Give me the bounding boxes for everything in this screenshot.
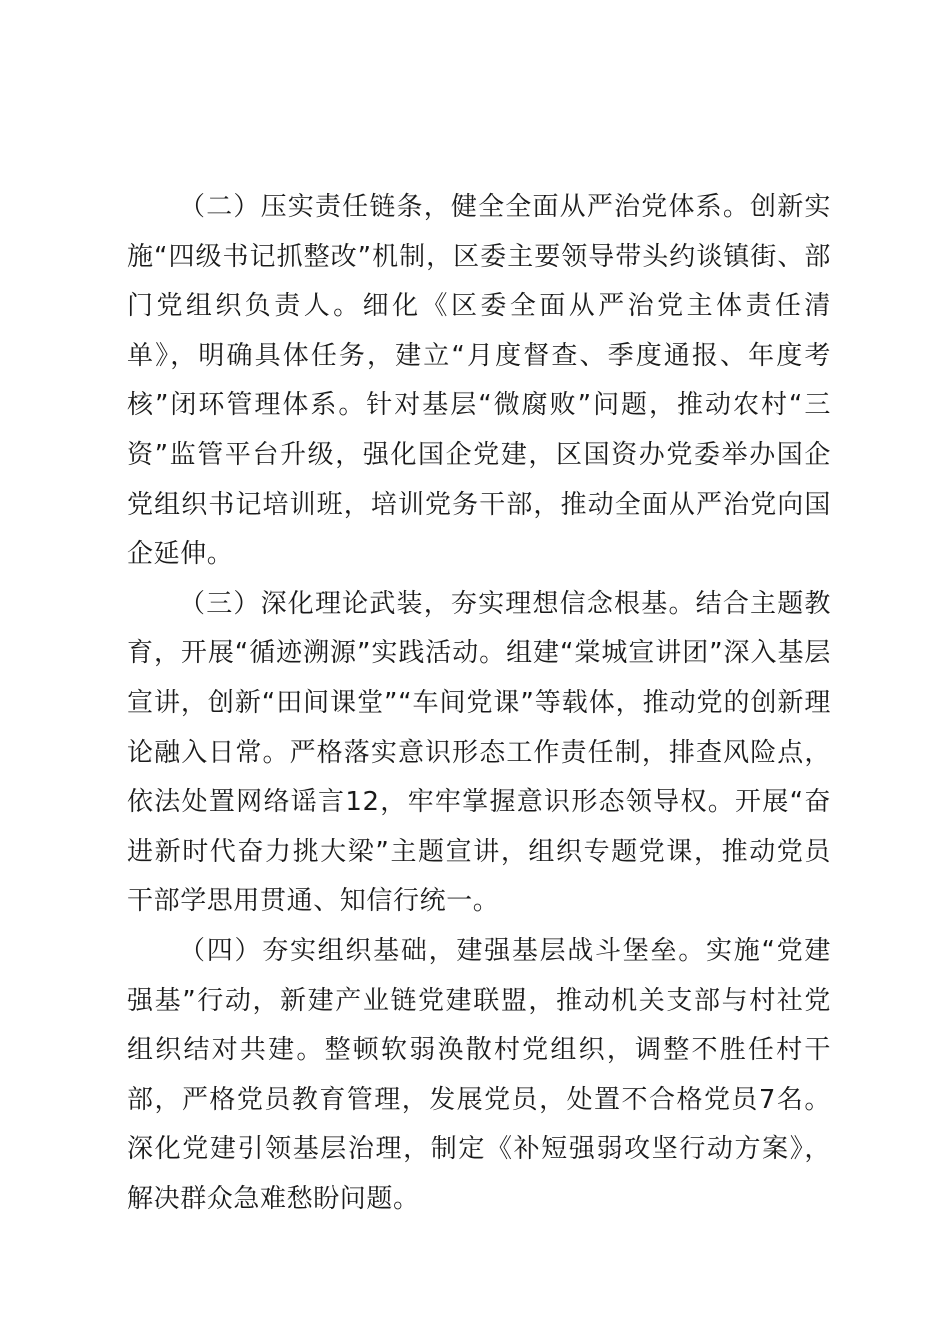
paragraph-section-4: （四）夯实组织基础，建强基层战斗堡垒。实施“党建强基”行动，新建产业链党建联盟，推动机关支部与村社党组织结对共建。整顿软弱涣散村党组织，调整不胜任村干部，严格党员教育管理，发展党员，处置不合格党员7名。深化党建引领基层治理，制定《补短强弱攻坚行动方案》，解决群众急难愁盼问题。 bbox=[127, 935, 831, 1214]
document-page bbox=[127, 183, 831, 1224]
paragraph-section-3: （三）深化理论武装，夯实理想信念根基。结合主题教育，开展“循迹溯源”实践活动。组建“棠城宣讲团”深入基层宣讲，创新“田间课堂”“车间党课”等载体，推动党的创新理论融入日常。严格落实意识形态工作责任制，排查风险点，依法处置网络谣言12，牢牢掌握意识形态领导权。开展“奋进新时代奋力挑大梁”主题宣讲，组织专题党课，推动党员干部学思用贯通、知信行统一。 bbox=[127, 588, 831, 917]
paragraph-section-2: （二）压实责任链条，健全全面从严治党体系。创新实施“四级书记抓整改”机制，区委主要领导带头约谈镇街、部门党组织负责人。细化《区委全面从严治党主体责任清单》，明确具体任务，建立“月度督查、季度通报、年度考核”闭环管理体系。针对基层“微腐败”问题，推动农村“三资”监管平台升级，强化国企党建，区国资办党委举办国企党组织书记培训班，培训党务干部，推动全面从严治党向国企延伸。 bbox=[127, 192, 831, 570]
